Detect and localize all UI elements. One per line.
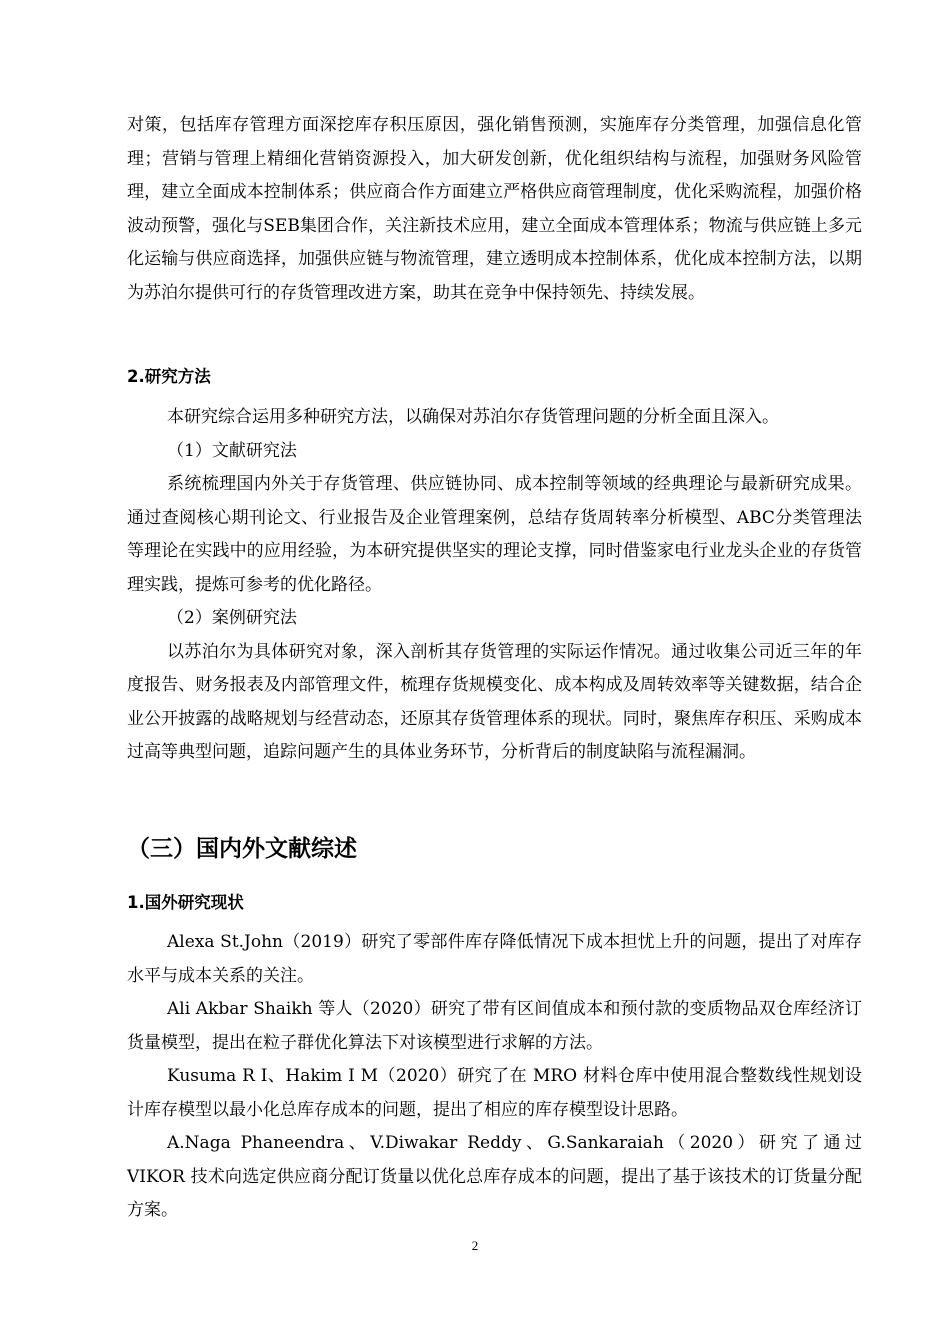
review-paragraph: Ali Akbar Shaikh 等人（2020）研究了带有区间值成本和预付款的变质物品双仓库经济订货量模型，提出在粒子群优化算法下对该模型进行求解的方法。 bbox=[127, 999, 862, 1053]
page-number: 2 bbox=[471, 1238, 479, 1253]
intro-block bbox=[127, 109, 862, 310]
method1-text: 系统梳理国内外关于存货管理、供应链协同、成本控制等领域的经典理论与最新研究成果。通过查阅核心期刊论文、行业报告及企业管理案例，总结存货周转率分析模型、ABC分类管理法等理论在实践中的应用经验，为本研究提供坚实的理论支撑，同时借鉴家电行业龙头企业的存货管理实践，提炼可参考的优化路径。 bbox=[127, 474, 862, 595]
review-paragraph: Alexa St.John（2019）研究了零部件库存降低情况下成本担忧上升的问题，提出了对库存水平与成本关系的关注。 bbox=[127, 932, 862, 986]
subheading-foreign-research: 1.国外研究现状 bbox=[127, 893, 244, 912]
section-heading-review: （三）国内外文献综述 bbox=[127, 836, 357, 862]
review-block bbox=[127, 926, 862, 1228]
methods-block bbox=[127, 401, 862, 770]
review-paragraph: A.Naga Phaneendra、V.Diwakar Reddy、G.Sankaraiah（2020）研究了通过 VIKOR 技术向选定供应商分配订货量以优化总库存成本的问题，提出了基于该技术的订货量分配方案。 bbox=[127, 1133, 862, 1220]
method1-title: （1）文献研究法 bbox=[167, 440, 297, 461]
review-heading-block bbox=[127, 834, 862, 864]
method2-title: （2）案例研究法 bbox=[167, 608, 297, 628]
methods-heading-block bbox=[127, 365, 862, 389]
section-heading-methods: 2.研究方法 bbox=[127, 367, 211, 386]
intro-paragraph: 对策，包括库存管理方面深挖库存积压原因，强化销售预测，实施库存分类管理，加强信息化管理；营销与管理上精细化营销资源投入，加大研发创新，优化组织结构与流程，加强财务风险管理，建立全面成本控制体系；供应商合作方面建立严格供应商管理制度，优化采购流程，加强价格波动预警，强化与SEB集团合作，关注新技术应用，建立全面成本管理体系；物流与供应链上多元化运输与供应商选择，加强供应链与物流管理，建立透明成本控制体系，优化成本控制方法，以期为苏泊尔提供可行的存货管理改进方案，助其在竞争中保持领先、持续发展。 bbox=[127, 115, 862, 303]
methods-intro: 本研究综合运用多种研究方法，以确保对苏泊尔存货管理问题的分析全面且深入。 bbox=[167, 407, 779, 427]
method2-text: 以苏泊尔为具体研究对象，深入剖析其存货管理的实际运作情况。通过收集公司近三年的年度报告、财务报表及内部管理文件，梳理存货规模变化、成本构成及周转效率等关键数据，结合企业公开披露的战略规划与经营动态，还原其存货管理体系的现状。同时，聚焦库存积压、采购成本过高等典型问题，追踪问题产生的具体业务环节，分析背后的制度缺陷与流程漏洞。 bbox=[127, 641, 862, 762]
review-paragraph: Kusuma R I、Hakim I M（2020）研究了在 MRO 材料仓库中使用混合整数线性规划设计库存模型以最小化总库存成本的问题，提出了相应的库存模型设计思路。 bbox=[127, 1066, 862, 1120]
review-subheading-block bbox=[127, 891, 862, 915]
